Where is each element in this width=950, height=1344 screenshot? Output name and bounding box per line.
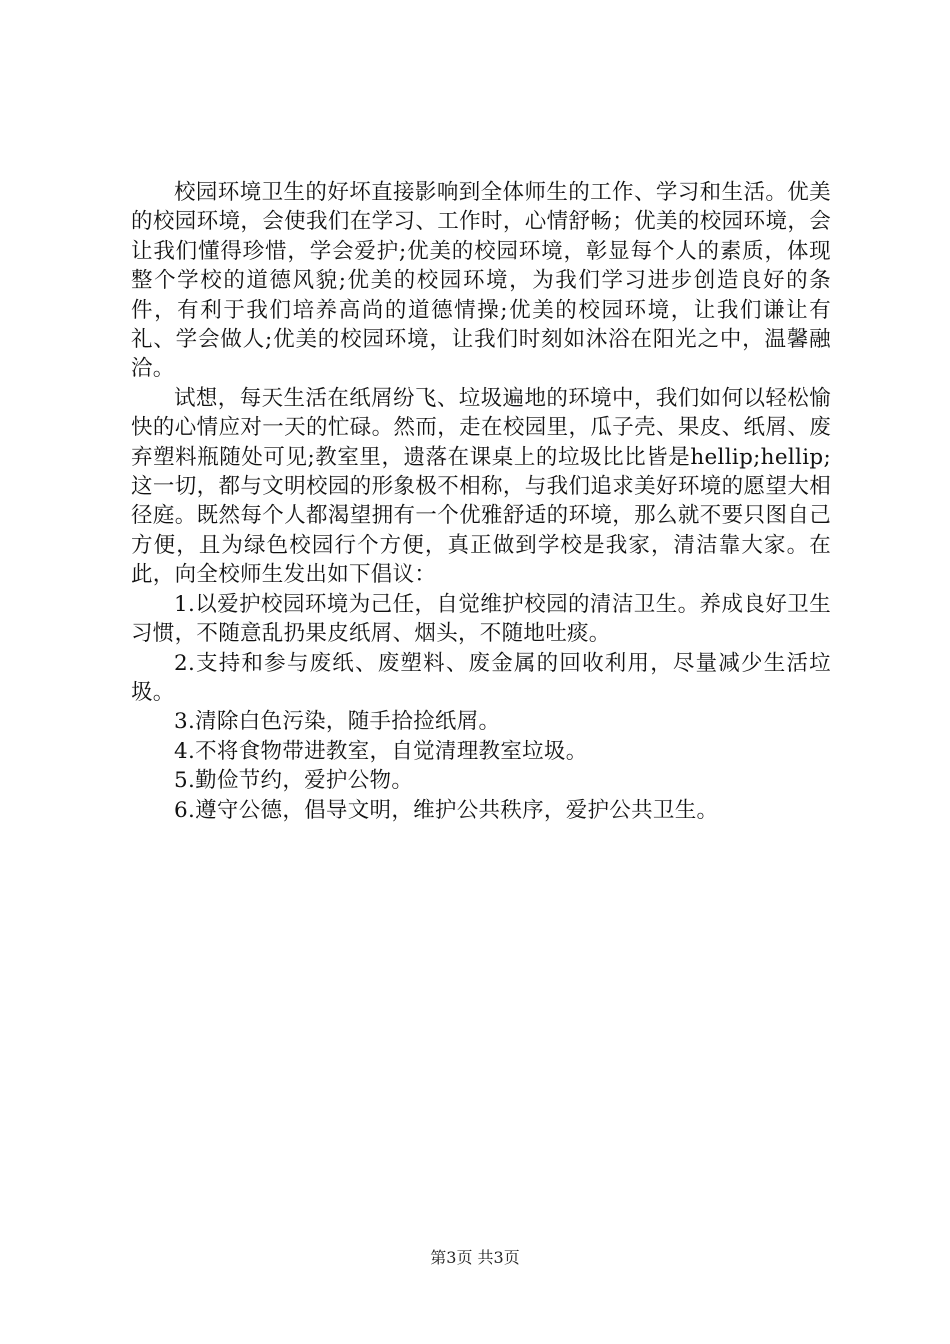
paragraph-intro: 校园环境卫生的好坏直接影响到全体师生的工作、学习和生活。优美的校园环境，会使我们在学习、工作时，心情舒畅；优美的校园环境，会让我们懂得珍惜，学会爱护;优美的校园环境，彰显每个人的素质，体现整个学校的道德风貌;优美的校园环境，为我们学习进步创造良好的条件，有利于我们培养高尚的道德情操;优美的校园环境，让我们谦让有礼、学会做人;优美的校园环境，让我们时刻如沐浴在阳光之中，温馨融洽。 — [131, 180, 831, 382]
proposal-item-6: 6.遵守公德，倡导文明，维护公共秩序，爱护公共卫生。 — [174, 797, 719, 823]
document-body — [131, 178, 831, 825]
proposal-item-4: 4.不将食物带进教室，自觉清理教室垃圾。 — [174, 738, 588, 764]
proposal-item-3: 3.清除白色污染，随手拾捡纸屑。 — [174, 709, 501, 735]
paragraph-proposal: 试想，每天生活在纸屑纷飞、垃圾遍地的环境中，我们如何以轻松愉快的心情应对一天的忙碌。然而，走在校园里，瓜子壳、果皮、纸屑、废弃塑料瓶随处可见;教室里，遗落在课桌上的垃圾比比皆是hellip;hellip;这一切，都与文明校园的形象极不相称，与我们追求美好环境的愿望大相径庭。既然每个人都渴望拥有一个优雅舒适的环境，那么就不要只图自己方便，且为绿色校园行个方便，真正做到学校是我家，清洁靠大家。在此，向全校师生发出如下倡议： — [131, 385, 831, 588]
proposal-item-2: 2.支持和参与废纸、废塑料、废金属的回收利用，尽量减少生活垃圾。 — [131, 650, 831, 705]
page-number-footer: 第3页 共3页 — [430, 1248, 520, 1267]
proposal-item-5: 5.勤俭节约，爱护公物。 — [174, 768, 414, 794]
proposal-item-1: 1.以爱护校园环境为己任，自觉维护校园的清洁卫生。养成良好卫生习惯，不随意乱扔果皮纸屑、烟头，不随地吐痰。 — [131, 591, 831, 647]
